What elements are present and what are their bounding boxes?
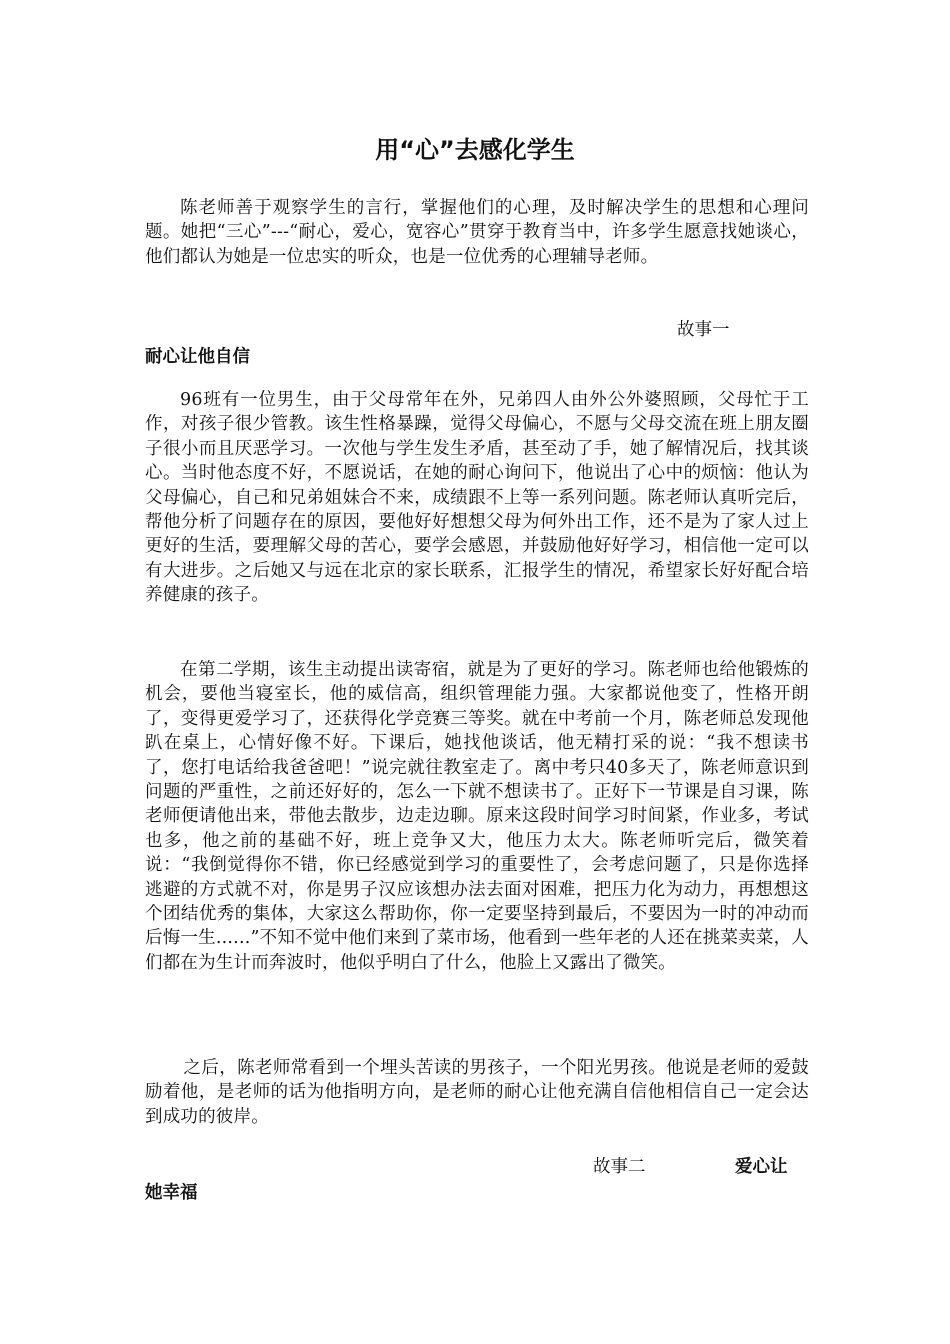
story-two-heading-part-2: 她幸福 [145,1183,198,1203]
story-one-heading: 耐心让他自信 [145,347,250,367]
intro-paragraph: 陈老师善于观察学生的言行，掌握他们的心理，及时解决学生的思想和心理问题。她把“三心”---“耐心，爱心，宽容心”贯穿于教育当中，许多学生愿意找她谈心，他们都认为她是一位忠实的听众，也是一位优秀的心理辅导老师。 [145,198,809,267]
story-two-heading-part-1: 爱心让 [735,1157,788,1177]
story-one-paragraph-3: 之后，陈老师常看到一个埋头苦读的男孩子，一个阳光男孩。他说是老师的爱鼓励着他，是老师的话为他指明方向，是老师的耐心让他充满自信他相信自己一定会达到成功的彼岸。 [145,1058,809,1127]
story-one-paragraph-2: 在第二学期，该生主动提出读寄宿，就是为了更好的学习。陈老师也给他锻炼的机会，要他当寝室长，他的威信高，组织管理能力强。大家都说他变了，性格开朗了，变得更爱学习了，还获得化学竞赛三等奖。就在中考前一个月，陈老师总发现他趴在桌上，心情好像不好。下课后，她找他谈话，他无精打采的说：“我不想读书了，您打电话给我爸爸吧！”说完就往教室走了。离中考只40多天了，陈老师意识到问题的严重性，之前还好好的，怎么一下就不想读书了。正好下一节课是自习课，陈老师便请他出来，带他去散步，边走边聊。原来这段时间学习时间紧，作业多，考试也多，他之前的基础不好，班上竞争又大，他压力太大。陈老师听完后，微笑着说：“我倒觉得你不错，你已经感觉到学习的重要性了，会考虑问题了，只是你选择逃避的方式就不对，你是男子汉应该想办法去面对困难，把压力化为动力，再想想这个团结优秀的集体，大家这么帮助你，你一定要坚持到最后，不要因为一时的冲动而后悔一生......”不知不觉中他们来到了菜市场，他看到一些年老的人还在挑菜卖菜，人们都在为生计而奔波时，他似乎明白了什么，他脸上又露出了微笑。 [145,660,809,973]
story-one-paragraph-1: 96班有一位男生，由于父母常年在外，兄弟四人由外公外婆照顾，父母忙于工作，对孩子很少管教。该生性格暴躁，觉得父母偏心，不愿与父母交流在班上朋友圈子很小而且厌恶学习。一次他与学生发生矛盾，甚至动了手，她了解情况后，找其谈心。当时他态度不好，不愿说话，在她的耐心询问下，他说出了心中的烦恼：他认为父母偏心，自己和兄弟姐妹合不来，成绩跟不上等一系列问题。陈老师认真听完后，帮他分析了问题存在的原因，要他好好想想父母为何外出工作，还不是为了家人过上更好的生活，要理解父母的苦心，要学会感恩，并鼓励他好好学习，相信他一定可以有大进步。之后她又与远在北京的家长联系，汇报学生的情况，希望家长好好配合培养健康的孩子。 [145,390,809,606]
story-two-label: 故事二 [593,1157,646,1177]
story-one-label: 故事一 [677,320,730,340]
document-title: 用“心”去感化学生 [375,136,575,164]
